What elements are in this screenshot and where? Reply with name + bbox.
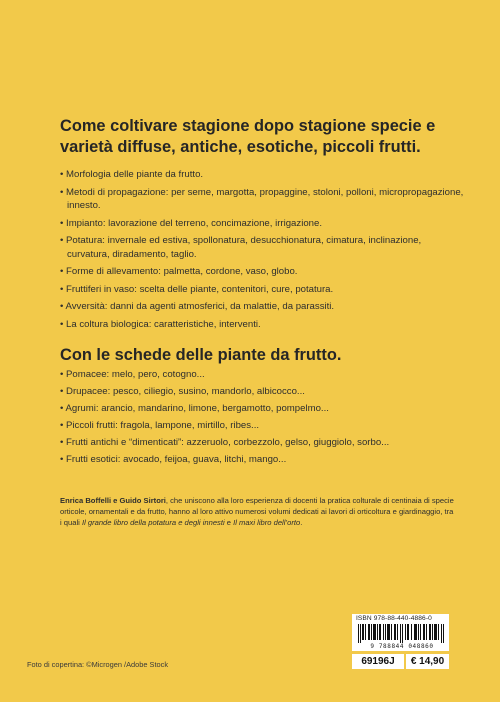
book-title: Il grande libro della potatura e degli innesti [81,518,225,527]
product-code: 69196J [352,654,404,669]
list-item: • Potatura: invernale ed estiva, spollonatura, desucchionatura, cimatura, inclinazione, curvatura, diradamento, taglio. [60,235,422,260]
list-item: • Metodi di propagazione: per seme, margotta, propaggine, stoloni, polloni, micropropagazione, innesto. [60,186,464,211]
price-label: € 14,90 [406,654,449,669]
list-item: • Piccoli frutti: fragola, lampone, mirtillo, ribes... [60,420,260,432]
list-item: • Morfologia delle piante da frutto. [60,169,204,180]
techniques-list [60,168,465,336]
list-item: • Frutti esotici: avocado, feijoa, guava, litchi, mango... [60,454,287,466]
author-bio-text: , che uniscono alla loro esperienza di docenti la pratica colturale di centinaia di specie orticole, ornamentali e da frutto, hanno al loro attivo numerosi volumi dedicati ai lavori di orticoltura e giardinaggio, tra i quali [60,496,454,527]
list-item: • La coltura biologica: caratteristiche, interventi. [60,318,261,330]
list-item: • Pomacee: melo, pero, cotogno... [60,369,205,380]
list-item: • Avversità: danni da agenti atmosferici, da malattie, da parassiti. [60,301,335,313]
author-bio [60,495,455,528]
barcode-icon [356,624,448,643]
list-item: • Impianto: lavorazione del terreno, concimazione, irrigazione. [60,217,322,229]
photo-credit: Foto di copertina: ©Microgen /Adobe Stock [27,660,169,669]
list-item: • Frutti antichi e “dimenticati”: azzeruolo, corbezzolo, gelso, giuggiolo, sorbo... [60,437,390,449]
list-item: • Fruttiferi in vaso: scelta delle piante, contenitori, cure, potatura. [60,283,334,295]
list-item: • Forme di allevamento: palmetta, cordone, vaso, globo. [60,266,298,278]
barcode-digits: 9 788844 048860 [370,643,434,650]
isbn-label: ISBN 978-88-440-4886-0 [356,615,432,622]
headline-plant-sheets: Con le schede delle piante da frutto. [60,346,342,364]
author-bio-text: e [224,518,234,527]
plant-sheets-list [60,368,465,471]
headline-techniques: Come coltivare stagione dopo stagione specie e varietà diffuse, antiche, esotiche, piccoli frutti. [60,117,436,156]
author-bio-text: . [300,518,303,527]
book-title: Il maxi libro dell’orto [233,518,301,527]
list-item: • Agrumi: arancio, mandarino, limone, bergamotto, pompelmo... [60,403,329,415]
list-item: • Drupacee: pesco, ciliegio, susino, mandorlo, albicocco... [60,386,305,398]
author-names: Enrica Boffelli e Guido Sirtori [60,496,166,505]
